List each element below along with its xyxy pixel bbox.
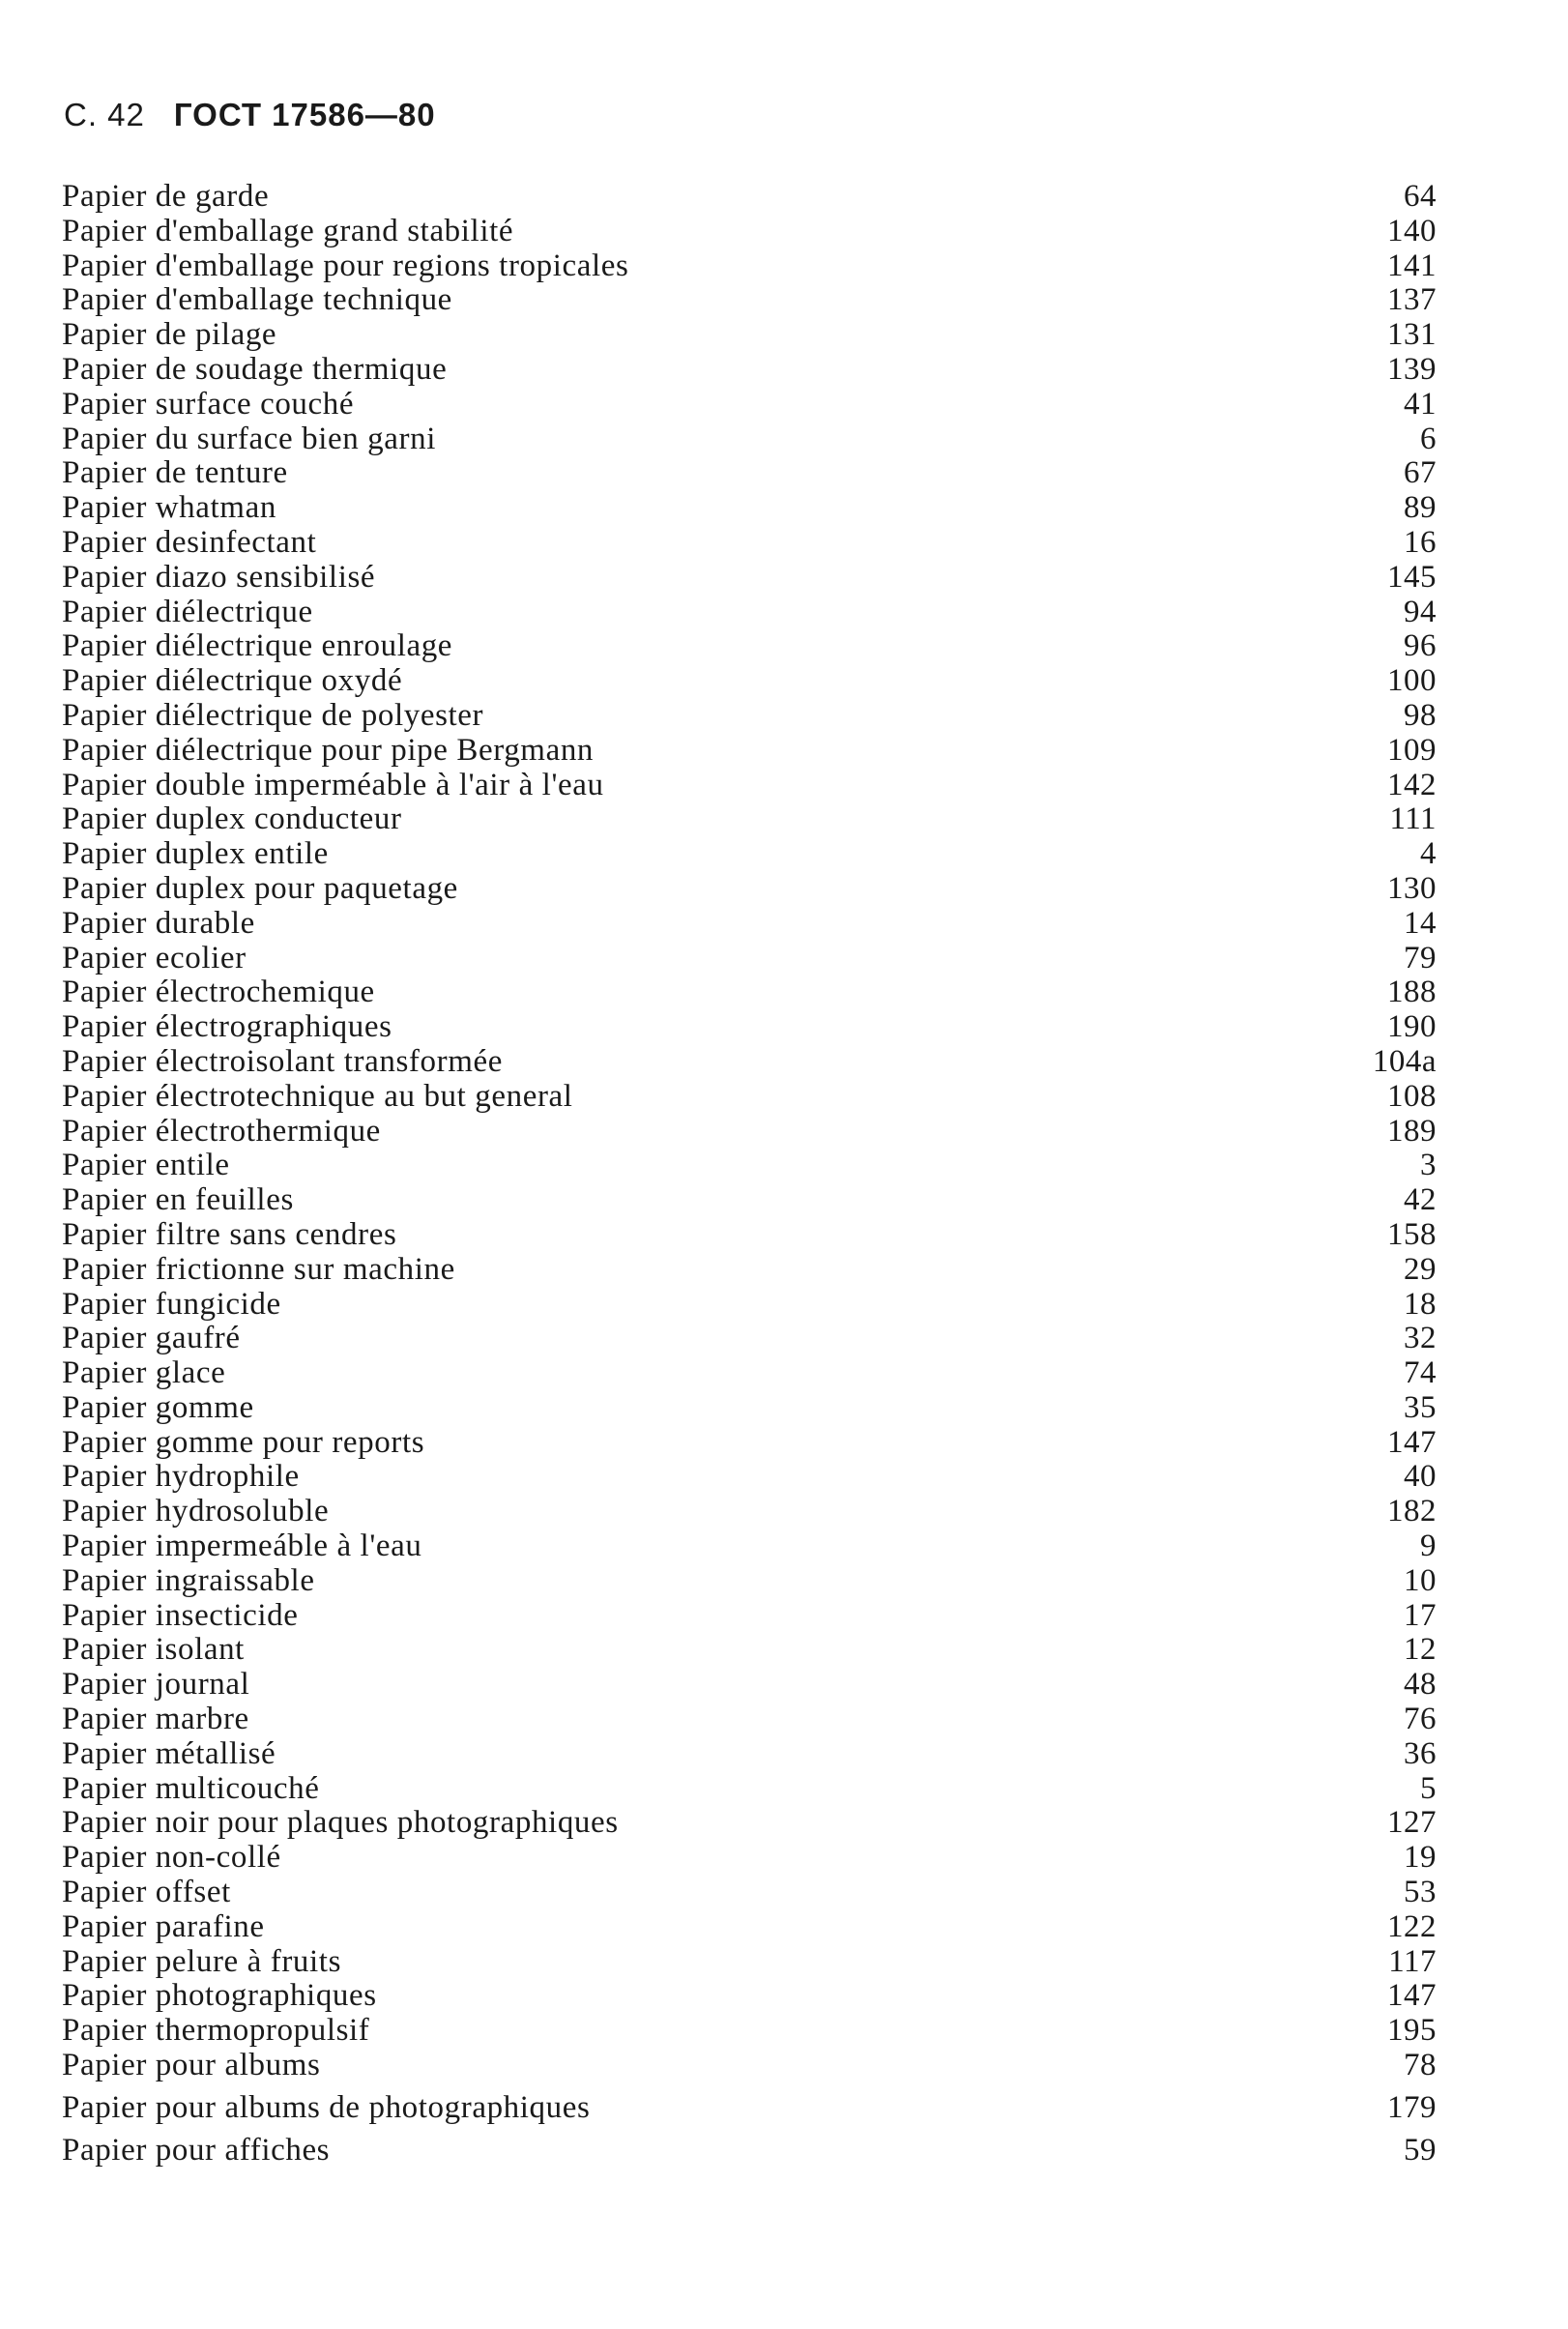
index-term: Papier glace xyxy=(62,1355,226,1391)
index-term: Papier insecticide xyxy=(62,1597,299,1633)
index-term: Papier du surface bien garni xyxy=(62,421,436,456)
index-term: Papier de tenture xyxy=(62,455,288,491)
index-reference-number: 179 xyxy=(1387,2089,1437,2125)
index-term: Papier électrochemique xyxy=(62,975,375,1010)
index-row xyxy=(62,942,1437,976)
index-reference-number: 158 xyxy=(1387,1216,1437,1252)
index-term: Papier surface couché xyxy=(62,386,355,422)
index-term: Papier diélectrique enroulage xyxy=(62,628,453,664)
index-term: Papier duplex conducteur xyxy=(62,801,402,837)
index-reference-number: 189 xyxy=(1387,1113,1437,1149)
index-row xyxy=(62,283,1437,318)
index-term: Papier gomme xyxy=(62,1389,254,1425)
index-row xyxy=(62,1703,1437,1737)
index-reference-number: 130 xyxy=(1387,870,1437,906)
index-row xyxy=(62,1806,1437,1841)
index-row xyxy=(62,456,1437,491)
index-row xyxy=(62,872,1437,907)
index-row xyxy=(62,2134,1437,2169)
index-row xyxy=(62,1599,1437,1634)
index-term: Papier ecolier xyxy=(62,940,247,975)
index-reference-number: 74 xyxy=(1404,1355,1437,1391)
index-reference-number: 96 xyxy=(1404,628,1437,664)
index-reference-number: 109 xyxy=(1387,732,1437,768)
index-row xyxy=(62,629,1437,664)
index-reference-number: 6 xyxy=(1420,421,1437,456)
index-reference-number: 41 xyxy=(1404,386,1437,422)
index-reference-number: 35 xyxy=(1404,1389,1437,1425)
index-reference-number: 36 xyxy=(1404,1735,1437,1771)
index-term: Papier en feuilles xyxy=(62,1182,294,1218)
index-reference-number: 142 xyxy=(1387,767,1437,802)
index-reference-number: 17 xyxy=(1404,1597,1437,1633)
index-term: Papier impermeáble à l'eau xyxy=(62,1528,422,1564)
index-reference-number: 78 xyxy=(1404,2048,1437,2083)
index-reference-number: 190 xyxy=(1387,1009,1437,1045)
index-row xyxy=(62,664,1437,699)
page-number: С. 42 xyxy=(64,97,145,132)
index-reference-number: 137 xyxy=(1387,282,1437,318)
index-row xyxy=(62,1218,1437,1253)
index-reference-number: 3 xyxy=(1420,1148,1437,1183)
index-term: Papier diazo sensibilisé xyxy=(62,559,376,595)
index-term: Papier pour albums xyxy=(62,2048,321,2083)
index-reference-number: 53 xyxy=(1404,1875,1437,1910)
index-reference-number: 147 xyxy=(1387,1978,1437,2014)
index-reference-number: 182 xyxy=(1387,1494,1437,1529)
index-term: Papier entile xyxy=(62,1148,230,1183)
index-row xyxy=(62,1391,1437,1426)
index-reference-number: 117 xyxy=(1388,1943,1437,1979)
index-term: Papier pour affiches xyxy=(62,2132,331,2168)
index-reference-number: 67 xyxy=(1404,455,1437,491)
index-term: Papier électroisolant transformée xyxy=(62,1043,503,1079)
index-term: Papier électrographiques xyxy=(62,1009,392,1045)
index-term: Papier journal xyxy=(62,1667,250,1703)
index-row xyxy=(62,802,1437,837)
index-row xyxy=(62,318,1437,353)
index-row xyxy=(62,1910,1437,1945)
index-reference-number: 89 xyxy=(1404,490,1437,526)
index-reference-number: 42 xyxy=(1404,1182,1437,1218)
index-row xyxy=(62,734,1437,769)
index-row xyxy=(62,1010,1437,1045)
index-reference-number: 59 xyxy=(1404,2132,1437,2168)
index-reference-number: 108 xyxy=(1387,1078,1437,1114)
index-term: Papier diélectrique oxydé xyxy=(62,663,403,699)
index-reference-number: 76 xyxy=(1404,1702,1437,1737)
index-term: Papier thermopropulsif xyxy=(62,2013,370,2049)
index-term: Papier gaufré xyxy=(62,1321,241,1356)
index-term: Papier duplex pour paquetage xyxy=(62,870,458,906)
index-term: Papier d'emballage pour regions tropicales xyxy=(62,247,629,283)
index-reference-number: 14 xyxy=(1404,905,1437,941)
index-term: Papier non-collé xyxy=(62,1840,281,1876)
index-reference-number: 145 xyxy=(1387,559,1437,595)
index-term: Papier hydrosoluble xyxy=(62,1494,330,1529)
index-term: Papier électrothermique xyxy=(62,1113,381,1149)
index-reference-number: 18 xyxy=(1404,1286,1437,1322)
index-term: Papier ingraissable xyxy=(62,1562,315,1598)
index-row xyxy=(62,1633,1437,1668)
index-row xyxy=(62,388,1437,422)
index-reference-number: 32 xyxy=(1404,1321,1437,1356)
index-term: Papier offset xyxy=(62,1875,231,1910)
index-term: Papier filtre sans cendres xyxy=(62,1216,397,1252)
index-row xyxy=(62,491,1437,526)
index-row xyxy=(62,1979,1437,2014)
index-reference-number: 79 xyxy=(1404,940,1437,975)
index-row xyxy=(62,1772,1437,1807)
index-row xyxy=(62,1460,1437,1495)
index-row xyxy=(62,353,1437,388)
index-row xyxy=(62,837,1437,872)
index-reference-number: 131 xyxy=(1387,317,1437,353)
index-row xyxy=(62,769,1437,803)
index-reference-number: 188 xyxy=(1387,975,1437,1010)
index-term: Papier marbre xyxy=(62,1702,249,1737)
index-term: Papier multicouché xyxy=(62,1770,320,1806)
index-row xyxy=(62,1045,1437,1080)
index-term: Papier noir pour plaques photographiques xyxy=(62,1805,619,1841)
index-reference-number: 104a xyxy=(1372,1043,1437,1079)
index-reference-number: 140 xyxy=(1387,213,1437,248)
index-reference-number: 94 xyxy=(1404,594,1437,629)
index-reference-number: 40 xyxy=(1404,1459,1437,1495)
index-term: Papier diélectrique xyxy=(62,594,313,629)
index-reference-number: 19 xyxy=(1404,1840,1437,1876)
index-row xyxy=(62,596,1437,630)
index-reference-number: 4 xyxy=(1420,836,1437,872)
index-row xyxy=(62,1737,1437,1772)
index-reference-number: 111 xyxy=(1389,801,1437,837)
index-term: Papier frictionne sur machine xyxy=(62,1251,455,1287)
index-row xyxy=(62,1841,1437,1876)
index-row xyxy=(62,422,1437,457)
index-row xyxy=(62,1080,1437,1115)
index-reference-number: 100 xyxy=(1387,663,1437,699)
index-row xyxy=(62,1356,1437,1391)
index-row xyxy=(62,2049,1437,2083)
index-term: Papier parafine xyxy=(62,1908,265,1944)
index-term: Papier photographiques xyxy=(62,1978,377,2014)
index-reference-number: 98 xyxy=(1404,697,1437,733)
index-term: Papier de soudage thermique xyxy=(62,351,448,387)
index-reference-number: 48 xyxy=(1404,1667,1437,1703)
index-term: Papier hydrophile xyxy=(62,1459,300,1495)
index-row xyxy=(62,1149,1437,1183)
index-term: Papier gomme pour reports xyxy=(62,1424,425,1460)
index-reference-number: 5 xyxy=(1420,1770,1437,1806)
index-reference-number: 9 xyxy=(1420,1528,1437,1564)
index-term: Papier diélectrique pour pipe Bergmann xyxy=(62,732,595,768)
index-term: Papier desinfectant xyxy=(62,524,317,560)
index-term: Papier métallisé xyxy=(62,1735,276,1771)
document-code: ГОСТ 17586—80 xyxy=(173,97,436,132)
index-row xyxy=(62,1495,1437,1529)
index-row xyxy=(62,526,1437,561)
index-term: Papier isolant xyxy=(62,1632,245,1668)
index-term: Papier diélectrique de polyester xyxy=(62,697,484,733)
index-reference-number: 141 xyxy=(1387,247,1437,283)
index-term: Papier pelure à fruits xyxy=(62,1943,342,1979)
index-row xyxy=(62,1115,1437,1150)
index-term: Papier d'emballage technique xyxy=(62,282,452,318)
index-term: Papier whatman xyxy=(62,490,276,526)
index-term: Papier durable xyxy=(62,905,255,941)
index-row xyxy=(62,2091,1437,2126)
index-term: Papier fungicide xyxy=(62,1286,281,1322)
index-term: Papier de pilage xyxy=(62,317,277,353)
index-reference-number: 12 xyxy=(1404,1632,1437,1668)
index-reference-number: 16 xyxy=(1404,524,1437,560)
index-term: Papier pour albums de photographiques xyxy=(62,2089,591,2125)
term-index-list xyxy=(62,180,1437,2168)
index-row xyxy=(62,1253,1437,1288)
index-row xyxy=(62,1529,1437,1564)
index-row xyxy=(62,699,1437,734)
index-row xyxy=(62,1564,1437,1599)
index-reference-number: 147 xyxy=(1387,1424,1437,1460)
index-reference-number: 10 xyxy=(1404,1562,1437,1598)
index-term: Papier électrotechnique au but general xyxy=(62,1078,573,1114)
index-row xyxy=(62,907,1437,942)
index-row xyxy=(62,180,1437,215)
index-row xyxy=(62,561,1437,596)
index-row xyxy=(62,1668,1437,1703)
index-row xyxy=(62,215,1437,249)
page-header xyxy=(64,91,436,139)
index-reference-number: 29 xyxy=(1404,1251,1437,1287)
index-row xyxy=(62,1945,1437,1980)
index-row xyxy=(62,975,1437,1010)
index-reference-number: 139 xyxy=(1387,351,1437,387)
index-term: Papier d'emballage grand stabilité xyxy=(62,213,514,248)
index-reference-number: 195 xyxy=(1387,2013,1437,2049)
index-reference-number: 122 xyxy=(1387,1908,1437,1944)
index-row xyxy=(62,1426,1437,1461)
index-term: Papier de garde xyxy=(62,179,270,214)
index-row xyxy=(62,1322,1437,1356)
index-term: Papier duplex entile xyxy=(62,836,329,872)
index-reference-number: 127 xyxy=(1387,1805,1437,1841)
index-row xyxy=(62,249,1437,284)
index-reference-number: 64 xyxy=(1404,179,1437,214)
index-term: Papier double imperméable à l'air à l'eau xyxy=(62,767,604,802)
index-row xyxy=(62,1183,1437,1218)
index-row xyxy=(62,1288,1437,1323)
index-row xyxy=(62,1876,1437,1910)
index-row xyxy=(62,2014,1437,2049)
